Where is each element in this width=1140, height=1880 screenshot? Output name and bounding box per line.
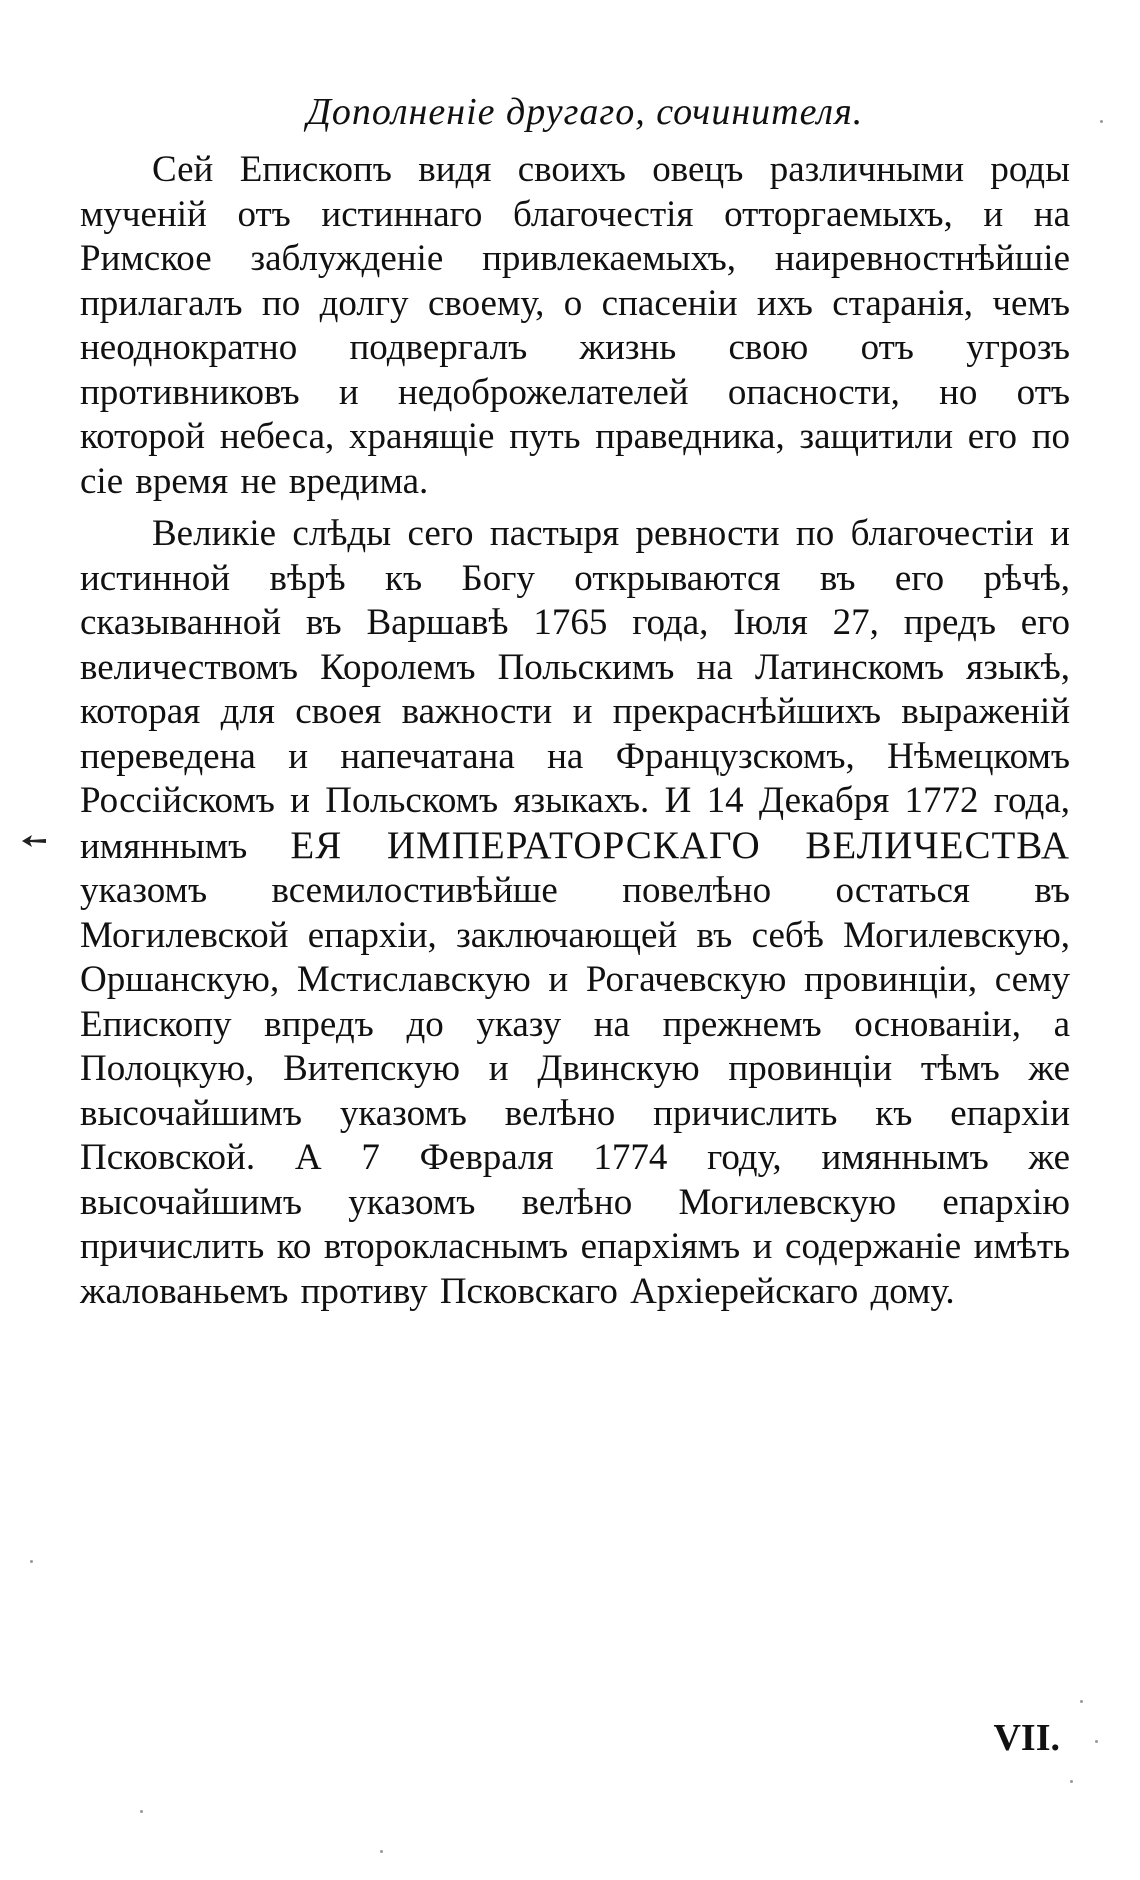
paragraph-1: Сей Епископъ видя своихъ овецъ различными роды мученій отъ истиннаго благочестія отторгаемыхъ, и на Римское заблужденіе привлекаемыхъ, наиревностнѣйшіе прилагалъ по долгу своему, о спасеніи ихъ старанія, чемъ неоднократно подвергалъ жизнь свою отъ угрозъ противниковъ и недоброжелателей опасности, но отъ которой небеса, хранящіе путь праведника, защитили его по сіе время не вредима. — [80, 149, 1070, 502]
running-head: Дополненіе другаго, сочинителя. — [306, 91, 864, 133]
paragraph-2-imperial-title: ЕЯ ИМПЕРАТОРСКАГО ВЕЛИЧЕСТВА — [290, 823, 1070, 867]
book-page — [80, 90, 1070, 1850]
paragraph-2-text-b: указомъ всемилостивѣйше повелѣно остаться въ Могилевской епархіи, заключающей въ себѣ Могилевскую, Оршанскую, Мстиславскую и Рогачевскую провинціи, сему Епископу впредъ до указу на прежнемъ основаніи, а Полоцкую, Витепскую и Двинскую провинціи тѣмъ же высочайшимъ указомъ велѣно причислить къ епархіи Псковской. А 7 Февраля 1774 году, имяннымъ же высочайшимъ указомъ велѣно Могилевскую епархію причислить ко второкласнымъ епархіямъ и содержаніе имѣть жалованьемъ противу Псковскаго Архіерейскаго дому. — [80, 870, 1070, 1312]
paragraph-2-text-a: Великіе слѣды сего пастыря ревности по благочестіи и истинной вѣрѣ къ Богу открываются въ его рѣчѣ, сказыванной въ Варшавѣ 1765 года, Іюля 27, предъ его величествомъ Королемъ Польскимъ на Латинскомъ языкѣ, которая для своея важности и прекраснѣйшихъ выраженій переведена и напечатана на Французскомъ, Нѣмецкомъ Россійскомъ и Польскомъ языкахъ. И 14 Декабря 1772 года, имяннымъ — [80, 513, 1070, 867]
page-folio: VII. — [993, 1717, 1060, 1759]
margin-mark-icon — [20, 824, 48, 859]
paragraph-2 — [80, 512, 1070, 1314]
